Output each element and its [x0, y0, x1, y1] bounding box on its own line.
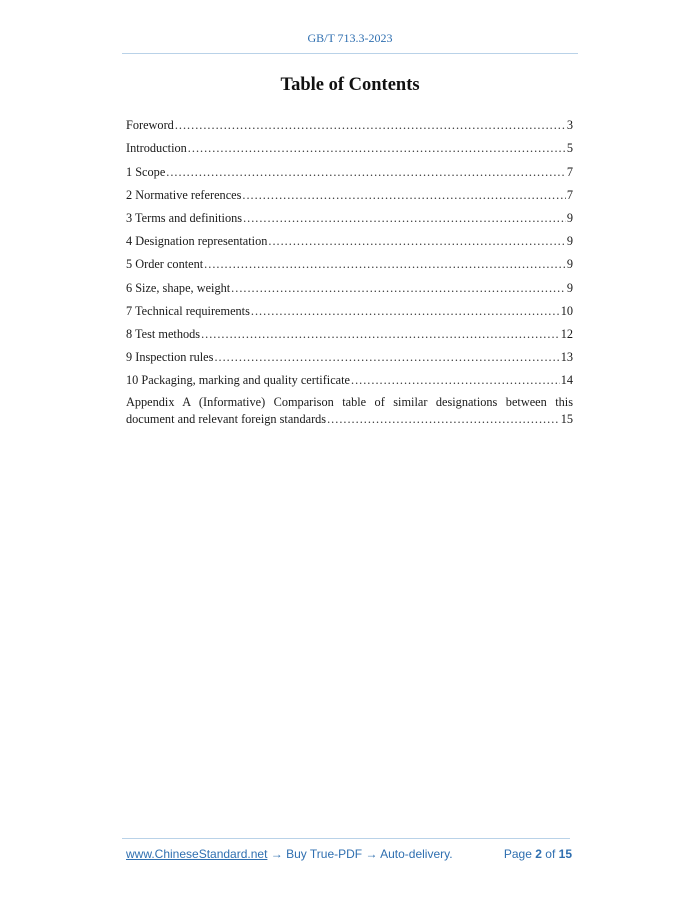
toc-entry-page: 5 — [566, 141, 573, 156]
toc-entry-size-shape-weight[interactable] — [126, 272, 573, 295]
toc-entry-designation-representation[interactable] — [126, 226, 573, 249]
toc-entry-label: 6 Size, shape, weight — [126, 280, 231, 295]
toc-entry-page: 9 — [566, 210, 573, 225]
toc-entry-order-content[interactable] — [126, 249, 573, 272]
toc-entry-label-line1: Appendix A (Informative) Comparison table of similar designations between this — [126, 395, 573, 410]
dot-leader — [242, 188, 565, 203]
footer-promo — [126, 847, 453, 861]
toc-entry-foreword[interactable] — [126, 110, 573, 133]
dot-leader — [166, 165, 566, 180]
toc-entry-technical-requirements[interactable] — [126, 296, 573, 319]
toc-entry-page: 9 — [566, 280, 573, 295]
toc-entry-page: 15 — [560, 412, 573, 427]
toc-entry-test-methods[interactable] — [126, 319, 573, 342]
header-standard-code: GB/T 713.3-2023 — [307, 31, 393, 45]
toc-entry-scope[interactable] — [126, 156, 573, 179]
current-page: 2 — [535, 847, 542, 861]
toc-entry-page: 7 — [566, 187, 573, 202]
toc-entry-page: 14 — [560, 373, 573, 388]
dot-leader — [268, 234, 565, 249]
dot-leader — [188, 141, 566, 156]
toc-entry-appendix-a[interactable] — [126, 394, 573, 428]
toc-entry-label: 4 Designation representation — [126, 234, 268, 249]
dot-leader — [175, 118, 566, 133]
toc-entry-label: 1 Scope — [126, 164, 166, 179]
toc-entry-page: 7 — [566, 164, 573, 179]
toc-entry-label: Introduction — [126, 141, 187, 156]
dot-leader — [251, 304, 560, 319]
toc-entry-label: 7 Technical requirements — [126, 303, 250, 318]
toc-entry-label-line2: document and relevant foreign standards — [126, 412, 327, 427]
dot-leader — [204, 257, 566, 272]
footer-tagline: → Buy True-PDF → Auto-delivery. — [267, 847, 453, 861]
dot-leader — [214, 350, 559, 365]
toc-entry-page: 12 — [560, 326, 573, 341]
toc-entry-inspection-rules[interactable] — [126, 342, 573, 365]
dot-leader — [351, 373, 560, 388]
dot-leader — [327, 411, 560, 428]
toc-entry-page: 3 — [566, 118, 573, 133]
toc-entry-page: 9 — [566, 257, 573, 272]
toc-entry-label: 3 Terms and definitions — [126, 210, 243, 225]
toc-entry-label: 5 Order content — [126, 257, 204, 272]
toc-entry-line2 — [126, 411, 573, 428]
dot-leader — [243, 211, 566, 226]
toc-entry-terms-definitions[interactable] — [126, 203, 573, 226]
toc-title: Table of Contents — [280, 75, 420, 95]
toc-entry-label: Foreword — [126, 118, 174, 133]
toc-entry-page: 13 — [560, 350, 573, 365]
toc-entry-label: 10 Packaging, marking and quality certificate — [126, 373, 350, 388]
dot-leader — [201, 327, 560, 342]
dot-leader — [231, 281, 566, 296]
toc-entry-introduction[interactable] — [126, 133, 573, 156]
page-number — [504, 847, 572, 861]
toc-entry-label: 9 Inspection rules — [126, 350, 214, 365]
toc-entry-label: 2 Normative references — [126, 187, 242, 202]
total-pages: 15 — [558, 847, 572, 861]
toc-entry-page: 9 — [566, 234, 573, 249]
toc-entry-packaging-marking[interactable] — [126, 365, 573, 388]
site-link[interactable]: www.ChineseStandard.net — [126, 847, 268, 861]
toc-entry-normative-references[interactable] — [126, 180, 573, 203]
page-prefix: Page — [503, 847, 532, 861]
footer-divider — [122, 838, 570, 839]
toc-entry-page: 10 — [560, 303, 573, 318]
toc-list — [126, 110, 573, 428]
page-of: of — [545, 847, 556, 861]
toc-entry-label: 8 Test methods — [126, 326, 201, 341]
header-divider — [122, 53, 578, 54]
